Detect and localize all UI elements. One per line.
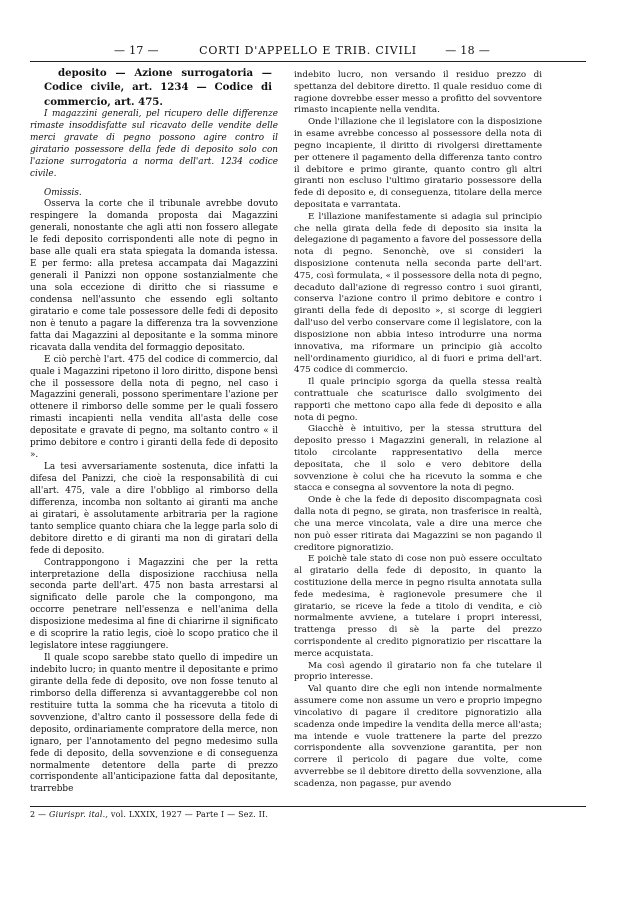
paragraph: E ciò perchè l'art. 475 del codice di commercio, dal quale i Magazzini ripetono il loro diritto, dispone bensì che il possessore della nota di pegno, nel caso i Magazzini generali, possono sperimentare l'azione per ottenere il rimborso delle somme per le quali fossero rimasti incapienti nella vendita all'asta delle cose depositate e gravate di pegno, ma soltanto contro « il primo debitore e contro i giranti della fede di deposito ».	[30, 354, 278, 461]
paragraph: La tesi avversariamente sostenuta, dice infatti la difesa del Panizzi, che cioè la responsabilità di cui all'art. 475, vale a dire l'obbligo al rimborso della differenza, incomba non soltanto ai giranti ma anche ai giratari, è assolutamente arbitraria per la ragione tanto semplice quanto chiara che la legge parla solo di debitore diretto e di giranti ma non di giratari della fede di deposito.	[30, 462, 278, 556]
page-footer	[30, 810, 586, 819]
left-column	[30, 66, 278, 796]
paragraph: Onde l'illazione che il legislatore con la disposizione in esame avrebbe concesso al possessore della nota di pegno incapiente, il diritto di rivolgersi direttamente per ottenere il pagamento della differenza tanto contro il debitore e primo girante, quanto contro gli altri giranti non escluso l'ultimo giratario possessore della fede di deposito e, di conseguenza, titolare della merce depositata e varrantata.	[294, 117, 542, 210]
paragraph: indebito lucro, non versando il residuo prezzo di spettanza del debitore diretto. Il quale residuo come di ragione dovrebbe esser messo a profitto del sovventore rimasto incapiente nella vendita.	[294, 70, 542, 116]
footer-journal: Giurispr. ital.,	[48, 810, 109, 819]
paragraph: Osserva la corte che il tribunale avrebbe dovuto respingere la domanda proposta dai Magazzini generali, nonostante che agli atti non fossero allegate le fedi deposito corrispondenti alle note di pegno in base alle quali era stata spiegata la domanda istessa. E per fermo: alla pretesa accampata dai Magazzini generali il Panizzi non oppone sostanzialmente che una sola eccezione di diritto che si riassume e condensa nell'assunto che essendo egli soltanto giratario e come tale possessore delle fedi di deposito non è tenuto a pagare la differenza tra la sovvenzione fatta dai Magazzini al depositante e la somma minore ricavata dalla vendita del formaggio depositato.	[30, 199, 278, 353]
page-number-left: — 17 —	[114, 44, 159, 57]
paragraph: Contrappongono i Magazzini che per la retta interpretazione della disposizione racchiusa nella seconda parte dell'art. 475 non basta arrestarsi al significato delle parole che la compongono, ma occorre penetrare nell'essenza e nell'anima della disposizione medesima al fine di chiarirne il significato e di scoprire la ratio legis, cioè lo scopo pratico che il legislatore intese raggiungere.	[30, 557, 278, 652]
omissis: Omissis.	[44, 187, 82, 198]
paragraph: Onde è che la fede di deposito discompagnata così dalla nota di pegno, se girata, non trasferisce in realtà, che una merce vincolata, vale a dire una merce che non può esser ritirata dai Magazzini se non pagando il creditore pignoratizio.	[294, 495, 542, 553]
footer-ref-number: 2 —	[30, 810, 47, 819]
paragraph: Val quanto dire che egli non intende normalmente assumere come non assume un vero e proprio impegno vincolativo di pagare il creditore pignoratizio alla scadenza onde impedire la vendita della merce all'asta; ma intende e vuole trattenere la parte del prezzo corrispondente alla sovvenzione garantita, per non correre il pericolo di pagare due volte, come avverrebbe se il debitore diretto della sovvenzione, alla scadenza, non pagasse, pur avendo	[294, 684, 542, 789]
header-title: CORTI D'APPELLO E TRIB. CIVILI	[199, 44, 417, 57]
page-number-right: — 18 —	[445, 44, 490, 57]
footer-volume: vol. LXXIX, 1927 — Parte I — Sez. II.	[110, 810, 269, 819]
paragraph: Il quale scopo sarebbe stato quello di impedire un indebito lucro; in quanto mentre il depositante e primo girante della fede di deposito, ove non fosse tenuto al rimborso della differenza si avvantaggerebbe col non restituire tutta la somma che ha ricevuta a titolo di sovvenzione, d'altro canto il possessore della fede di deposito, ordinariamente compratore della merce, non ignaro, per l'annotamento del pegno medesimo sulla fede di deposito, della sovvenzione e di conseguenza normalmente detentore della parte di prezzo corrispondente all'anticipazione fatta dal depositante, trarrebbe	[30, 653, 278, 795]
header-rule	[30, 61, 586, 62]
right-column	[294, 70, 542, 791]
paragraph: E l'illazione manifestamente si adagia sul principio che nella girata della fede di deposito sia insita la delegazione di pagamento a favore del possessore della nota di pegno. Senonchè, ove si consideri la disposizione contenuta nella seconda parte dell'art. 475, così formulata, « il possessore della nota di pegno, decaduto dall'azione di regresso contro i suoi giranti, conserva l'azione contro il primo debitore e contro i giranti della fede di deposito », si scorge di leggieri dall'uso del verbo conservare come il legislatore, con la disposizione non abbia inteso introdurre una norma innovativa, ma riformare un principio già accolto nell'ordinamento giuridico, al di fuori e prima dell'art. 475 codice di commercio.	[294, 211, 542, 376]
paragraph: Il quale principio sgorga da quella stessa realtà contrattuale che scaturisce dallo svolgimento dei rapporti che mettono capo alla fede di deposito e alla nota di pegno.	[294, 377, 542, 423]
headnote: deposito — Azione surrogatoria — Codice civile, art. 1234 — Codice di commercio, art. 475.	[44, 67, 272, 108]
running-header	[30, 42, 586, 60]
massima: I magazzini generali, pel ricupero delle differenze rimaste insoddisfatte sul ricavato delle vendite delle merci gravate di pegno possono agire contro il giratario possessore della fede di deposito solo con l'azione surrogatoria a norma dell'art. 1234 codice civile.	[30, 108, 278, 179]
footer-rule	[30, 806, 586, 807]
paragraph: Ma così agendo il giratario non fa che tutelare il proprio interesse.	[294, 660, 542, 683]
paragraph: Giacchè è intuitivo, per la stessa struttura del deposito presso i Magazzini generali, in relazione al titolo circolante rappresentativo della merce depositata, che il solo e vero debitore della sovvenzione è colui che ha ricevuto la somma e che stacca e consegna al sovventore la nota di pegno.	[294, 424, 542, 494]
paragraph: E poichè tale stato di cose non può essere occultato al giratario della fede di deposito, in quanto la costituzione della merce in pegno risulta annotata sulla fede medesima, è ragionevole presumere che il giratario, se riceve la fede a titolo di vendita, e ciò normalmente avviene, a tutelare i propri interessi, trattenga presso di sè la parte del prezzo corrispondente al credito pignoratizio per riscattare la merce acquistata.	[294, 554, 542, 659]
